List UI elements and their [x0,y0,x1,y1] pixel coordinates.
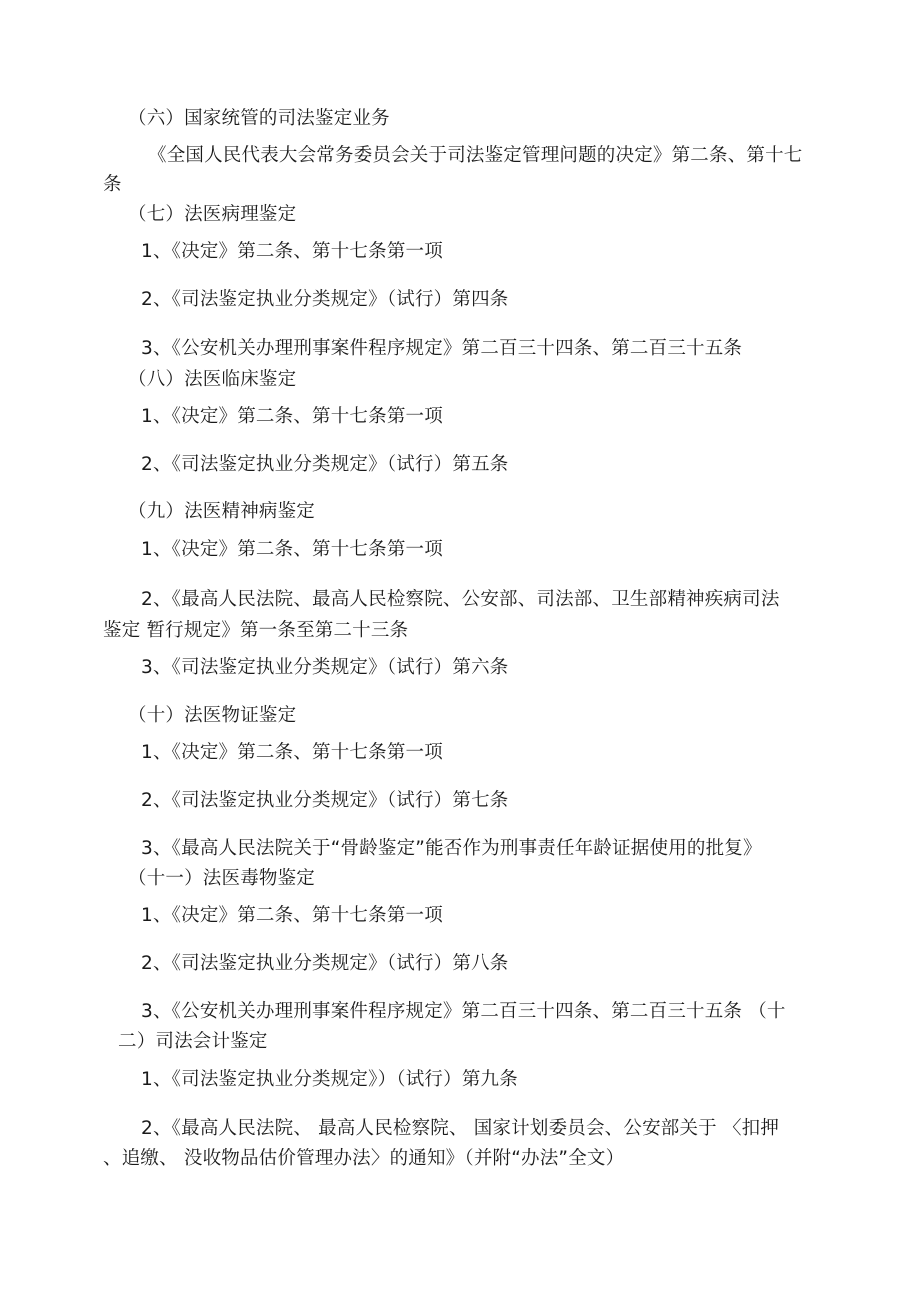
list-item-continuation: 鉴定 暂行规定》第一条至第二十三条 [103,620,409,641]
list-item: 2、《最高人民法院、最高人民检察院、公安部、司法部、卫生部精神疾病司法 [141,589,780,610]
list-item: 1、《司法鉴定执业分类规定》）（试行）第九条 [141,1069,518,1090]
list-item: 3、《最高人民法院关于“骨龄鉴定”能否作为刑事责任年龄证据使用的批复》 [141,838,762,859]
list-item: 1、《决定》第二条、第十七条第一项 [141,241,443,262]
section-heading: （十一）法医毒物鉴定 [128,868,316,889]
list-item: 2、《司法鉴定执业分类规定》（试行）第五条 [141,454,509,475]
list-item: 2、《司法鉴定执业分类规定》（试行）第四条 [141,289,509,310]
section-heading: （九）法医精神病鉴定 [128,501,316,522]
section-heading: 二）司法会计鉴定 [118,1031,268,1052]
section-heading: （七）法医病理鉴定 [128,204,297,225]
section-heading: （八）法医临床鉴定 [128,369,297,390]
section-heading: （十）法医物证鉴定 [128,705,297,726]
list-item: 3、《公安机关办理刑事案件程序规定》第二百三十四条、第二百三十五条 （十 [141,1001,786,1022]
list-item: 3、《公安机关办理刑事案件程序规定》第二百三十四条、第二百三十五条 [141,338,743,359]
list-item: 1、《决定》第二条、第十七条第一项 [141,742,443,763]
list-item: 1、《决定》第二条、第十七条第一项 [141,539,443,560]
list-item-continuation: 、追缴、 没收物品估价管理办法〉的通知》（并附“办法”全文） [103,1148,625,1169]
paragraph-line: 条 [103,174,122,195]
list-item: 2、《最高人民法院、 最高人民检察院、 国家计划委员会、公安部关于 〈扣押 [141,1118,780,1139]
list-item: 2、《司法鉴定执业分类规定》（试行）第八条 [141,953,509,974]
list-item: 1、《决定》第二条、第十七条第一项 [141,905,443,926]
list-item: 2、《司法鉴定执业分类规定》（试行）第七条 [141,790,509,811]
paragraph-line: 《全国人民代表大会常务委员会关于司法鉴定管理问题的决定》第二条、第十七 [148,145,803,166]
list-item: 3、《司法鉴定执业分类规定》（试行）第六条 [141,657,509,678]
section-heading: （六）国家统管的司法鉴定业务 [128,108,390,129]
list-item: 1、《决定》第二条、第十七条第一项 [141,406,443,427]
